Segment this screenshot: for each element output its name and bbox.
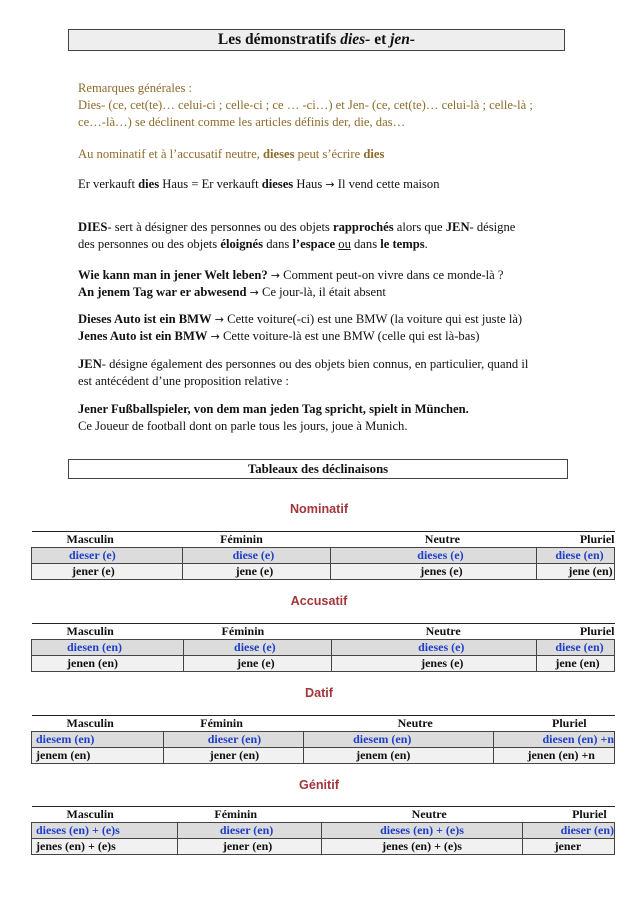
cell-neutre-jen: jenes (e) <box>331 564 537 580</box>
cell-pluriel-dies: diesen (en) +n <box>494 732 615 748</box>
cell-feminin-jen: jener (en) <box>163 748 303 764</box>
arrow-icon: → <box>325 178 335 191</box>
header-pluriel: Pluriel <box>537 624 615 640</box>
cell-neutre-jen: jenem (en) <box>304 748 494 764</box>
table-header-row <box>32 716 615 732</box>
example-haus: Er verkauft dies Haus = Er verkauft dieses Haus → Il vend cette maison <box>78 177 440 191</box>
cell-feminin-dies: dieser (en) <box>177 823 321 839</box>
cell-pluriel-jen: jener <box>522 839 614 855</box>
remarques-line-2: ce…-là…) se déclinent comme les articles définis der, die, das… <box>78 115 406 129</box>
page-title: Les démonstratifs dies- et jen- <box>68 29 565 51</box>
genitif-table <box>31 806 615 855</box>
cell-masculin-jen: jenen (en) <box>32 656 184 672</box>
cell-neutre-dies: diesem (en) <box>304 732 494 748</box>
table-row <box>32 823 615 839</box>
accusatif-table <box>31 623 615 672</box>
header-masculin: Masculin <box>32 624 184 640</box>
tables-title: Tableaux des déclinaisons <box>68 459 568 479</box>
cell-feminin-jen: jene (e) <box>184 656 332 672</box>
header-neutre: Neutre <box>304 716 494 732</box>
example-dieses-auto: Dieses Auto ist ein BMW → Cette voiture(-ci) est une BMW (la voiture qui est juste là) <box>78 312 523 326</box>
arrow-icon: → <box>249 286 259 299</box>
header-pluriel: Pluriel <box>494 716 615 732</box>
header-masculin: Masculin <box>32 532 183 548</box>
cell-masculin-dies: diesem (en) <box>32 732 164 748</box>
nominatif-note: Au nominatif et à l’accusatif neutre, dieses peut s’écrire dies <box>78 147 385 161</box>
nominatif-table <box>31 531 615 580</box>
cell-pluriel-jen: jene (en) <box>537 564 615 580</box>
datif-title: Datif <box>305 686 333 700</box>
header-pluriel: Pluriel <box>522 807 614 823</box>
header-feminin: Féminin <box>163 716 303 732</box>
table-row <box>32 640 615 656</box>
cell-feminin-dies: dieser (en) <box>163 732 303 748</box>
table-header-row <box>32 807 615 823</box>
cell-neutre-dies: dieses (en) + (e)s <box>322 823 522 839</box>
arrow-icon: → <box>210 330 220 343</box>
remarques-heading: Remarques générales : <box>78 81 192 95</box>
header-masculin: Masculin <box>32 807 178 823</box>
arrow-icon: → <box>214 313 225 326</box>
cell-neutre-dies: dieses (e) <box>332 640 537 656</box>
example-welt: Wie kann man in jener Welt leben? → Comment peut-on vivre dans ce monde-là ? <box>78 268 504 282</box>
cell-pluriel-dies: diese (en) <box>537 548 615 564</box>
example-fussball-fr: Ce Joueur de football dont on parle tous les jours, joue à Munich. <box>78 419 408 433</box>
example-tag: An jenem Tag war er abwesend → Ce jour-là, il était absent <box>78 285 386 299</box>
cell-neutre-dies: dieses (e) <box>331 548 537 564</box>
datif-table <box>31 715 615 764</box>
nominatif-title: Nominatif <box>289 502 349 516</box>
table-row <box>32 839 615 855</box>
header-feminin: Féminin <box>182 532 331 548</box>
table-row <box>32 748 615 764</box>
cell-neutre-jen: jenes (e) <box>332 656 537 672</box>
cell-feminin-jen: jene (e) <box>182 564 331 580</box>
header-masculin: Masculin <box>32 716 164 732</box>
cell-pluriel-jen: jenen (en) +n <box>494 748 615 764</box>
arrow-icon: → <box>270 269 281 282</box>
remarques-line-1: Dies- (ce, cet(te)… celui-ci ; celle-ci ; ce … -ci…) et Jen- (ce, cet(te)… celui-là ; celle-là ; <box>78 98 533 112</box>
table-row <box>32 656 615 672</box>
cell-pluriel-dies: dieser (en) <box>522 823 614 839</box>
header-neutre: Neutre <box>331 532 537 548</box>
cell-masculin-dies: diesen (en) <box>32 640 184 656</box>
header-pluriel: Pluriel <box>537 532 615 548</box>
dies-paragraph-line-1: DIES- sert à désigner des personnes ou des objets rapprochés alors que JEN- désigne <box>78 220 516 234</box>
cell-pluriel-dies: diese (en) <box>537 640 615 656</box>
header-feminin: Féminin <box>177 807 321 823</box>
jen-paragraph-line-2: est antécédent d’une proposition relative : <box>78 374 289 388</box>
cell-masculin-jen: jenes (en) + (e)s <box>32 839 178 855</box>
cell-pluriel-jen: jene (en) <box>537 656 615 672</box>
header-neutre: Neutre <box>322 807 522 823</box>
table-row <box>32 564 615 580</box>
jen-paragraph-line-1: JEN- désigne également des personnes ou des objets bien connus, en particulier, quand il <box>78 357 529 371</box>
table-row <box>32 732 615 748</box>
cell-masculin-dies: dieser (e) <box>32 548 183 564</box>
table-header-row <box>32 532 615 548</box>
cell-feminin-jen: jener (en) <box>177 839 321 855</box>
cell-masculin-dies: dieses (en) + (e)s <box>32 823 178 839</box>
accusatif-title: Accusatif <box>290 594 348 608</box>
table-row <box>32 548 615 564</box>
dies-paragraph-line-2: des personnes ou des objets éloignés dans l’espace ou dans le temps. <box>78 237 428 251</box>
cell-neutre-jen: jenes (en) + (e)s <box>322 839 522 855</box>
table-header-row <box>32 624 615 640</box>
header-neutre: Neutre <box>332 624 537 640</box>
cell-feminin-dies: diese (e) <box>184 640 332 656</box>
cell-feminin-dies: diese (e) <box>182 548 331 564</box>
header-feminin: Féminin <box>184 624 332 640</box>
cell-masculin-jen: jenem (en) <box>32 748 164 764</box>
cell-masculin-jen: jener (e) <box>32 564 183 580</box>
genitif-title: Génitif <box>299 778 339 792</box>
example-jenes-auto: Jenes Auto ist ein BMW → Cette voiture-là est une BMW (celle qui est là-bas) <box>78 329 480 343</box>
example-fussball-de: Jener Fußballspieler, von dem man jeden Tag spricht, spielt in München. <box>78 402 469 416</box>
